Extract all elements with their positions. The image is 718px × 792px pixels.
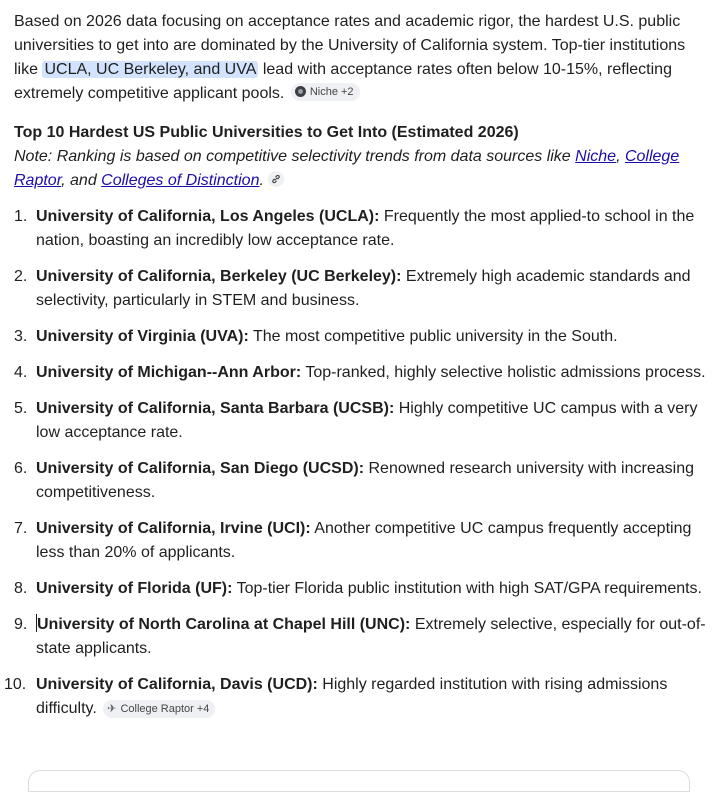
- university-desc: Top-tier Florida public institution with high SAT/GPA requirements.: [232, 580, 702, 597]
- intro-paragraph: [14, 10, 710, 106]
- plane-icon: ✈: [107, 703, 117, 715]
- source-chip-niche[interactable]: [291, 83, 360, 101]
- list-number: 7.: [14, 520, 28, 537]
- note-sep: , and: [61, 172, 102, 189]
- list-item: [14, 361, 710, 385]
- university-desc: Extremely high academic standards and selectivity, particularly in STEM and business.: [36, 268, 691, 309]
- university-list: [4, 205, 710, 721]
- list-item: [14, 325, 710, 349]
- source-chip-college-raptor[interactable]: [103, 700, 215, 718]
- note-suffix: .: [259, 172, 264, 189]
- university-desc: Renowned research university with increasing competitiveness.: [36, 460, 694, 501]
- list-heading: Top 10 Hardest US Public Universities to Get Into (Estimated 2026): [14, 124, 519, 141]
- university-desc: Frequently the most applied-to school in the nation, boasting an incredibly low acceptance rate.: [36, 208, 695, 249]
- university-desc: Top-ranked, highly selective holistic admissions process.: [301, 364, 706, 381]
- link-colleges-of-distinction[interactable]: Colleges of Distinction: [101, 172, 260, 189]
- list-item: [14, 457, 710, 505]
- university-name: University of California, Los Angeles (UCLA):: [36, 208, 380, 225]
- list-item: [14, 577, 710, 601]
- link-niche[interactable]: Niche: [575, 148, 617, 165]
- niche-logo-icon: [295, 86, 306, 97]
- university-desc: Extremely selective, especially for out-of-state applicants.: [36, 616, 706, 657]
- source-chip-label: College Raptor +4: [120, 703, 210, 715]
- intro-text-after: lead with acceptance rates often below 10-15%, reflecting extremely competitive applicant pools.: [14, 61, 672, 102]
- list-number: 6.: [14, 460, 28, 477]
- university-name: University of California, Santa Barbara (UCSB):: [36, 400, 395, 417]
- response-content: [4, 10, 710, 733]
- list-item: [14, 613, 710, 661]
- next-card-edge: [28, 770, 690, 792]
- list-item: [14, 397, 710, 445]
- link-icon[interactable]: [268, 171, 284, 187]
- intro-text-before: Based on 2026 data focusing on acceptance rates and academic rigor, the hardest U.S. public universities to get into are dominated by the University of California system. Top-tier institutions like: [14, 13, 686, 78]
- university-desc: Highly regarded institution with rising admissions difficulty.: [36, 676, 668, 717]
- intro-highlight[interactable]: UCLA, UC Berkeley, and UVA: [44, 61, 257, 78]
- list-number: 3.: [14, 328, 28, 345]
- list-item: [14, 265, 710, 313]
- list-number: 5.: [14, 400, 28, 417]
- list-item: [14, 517, 710, 565]
- university-name: University of California, Davis (UCD):: [36, 676, 318, 693]
- university-desc: The most competitive public university in the South.: [248, 328, 618, 345]
- list-number: 8.: [14, 580, 28, 597]
- link-college-raptor[interactable]: College Raptor: [14, 148, 680, 189]
- ranking-note: [14, 145, 710, 193]
- university-name: University of North Carolina at Chapel Hill (UNC):: [37, 616, 411, 633]
- source-chip-label: Niche +2: [309, 85, 354, 98]
- note-sep: ,: [616, 148, 625, 165]
- university-name: University of California, San Diego (UCSD):: [36, 460, 365, 477]
- university-name: University of Florida (UF):: [36, 580, 233, 597]
- list-number: 4.: [14, 364, 28, 381]
- university-name: University of Michigan--Ann Arbor:: [36, 364, 302, 381]
- note-prefix: Note: Ranking is based on competitive selectivity trends from data sources like: [14, 148, 576, 165]
- list-number: 2.: [14, 268, 28, 285]
- university-name: University of California, Irvine (UCI):: [36, 520, 311, 537]
- list-number: 9.: [14, 616, 28, 633]
- list-item: [14, 205, 710, 253]
- university-name: University of California, Berkeley (UC Berkeley):: [36, 268, 402, 285]
- list-item: [4, 673, 710, 721]
- list-number: 10.: [4, 676, 27, 693]
- university-name: University of Virginia (UVA):: [36, 328, 249, 345]
- list-number: 1.: [14, 208, 28, 225]
- university-desc: Highly competitive UC campus with a very low acceptance rate.: [36, 400, 698, 441]
- university-desc: Another competitive UC campus frequently accepting less than 20% of applicants.: [36, 520, 692, 561]
